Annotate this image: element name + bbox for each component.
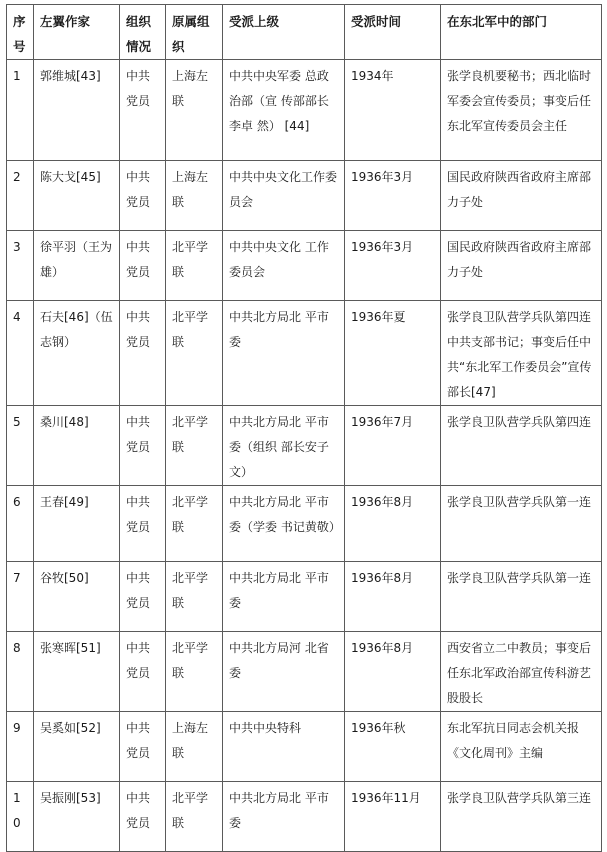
cell-origin: 北平学联 (166, 406, 223, 486)
cell-writer: 石夫[46]（伍志钢） (34, 301, 120, 406)
cell-department: 张学良卫队营学兵队第一连 (441, 486, 602, 562)
cell-department: 国民政府陕西省政府主席部力子处 (441, 161, 602, 231)
cell-org-status: 中共党员 (120, 406, 166, 486)
cell-index: 1 (7, 60, 34, 161)
header-superior: 受派上级 (223, 5, 345, 60)
cell-time: 1936年8月 (345, 562, 441, 632)
cell-time: 1936年7月 (345, 406, 441, 486)
cell-writer: 桑川[48] (34, 406, 120, 486)
cell-superior: 中共北方局北 平市委 (223, 301, 345, 406)
cell-index: 10 (7, 782, 34, 852)
table-row (7, 406, 602, 486)
table-row (7, 161, 602, 231)
cell-time: 1936年夏 (345, 301, 441, 406)
table-row (7, 782, 602, 852)
table-row (7, 486, 602, 562)
cell-origin: 上海左联 (166, 60, 223, 161)
cell-writer: 徐平羽（王为雄） (34, 231, 120, 301)
cell-superior: 中共中央特科 (223, 712, 345, 782)
cell-department: 张学良机要秘书；西北临时军委会宣传委员；事变后任东北军宣传委员会主任 (441, 60, 602, 161)
cell-department: 西安省立二中教员；事变后任东北军政治部宣传科游艺股股长 (441, 632, 602, 712)
cell-time: 1936年8月 (345, 632, 441, 712)
header-writer: 左翼作家 (34, 5, 120, 60)
cell-department: 张学良卫队营学兵队第四连中共支部书记；事变后任中共“东北军工作委员会”宣传部长[47] (441, 301, 602, 406)
cell-department: 国民政府陕西省政府主席部力子处 (441, 231, 602, 301)
header-department: 在东北军中的部门 (441, 5, 602, 60)
header-index: 序号 (7, 5, 34, 60)
cell-origin: 北平学联 (166, 632, 223, 712)
cell-writer: 吴奚如[52] (34, 712, 120, 782)
header-org-status: 组织情况 (120, 5, 166, 60)
cell-superior: 中共北方局北 平市委 (223, 562, 345, 632)
table-row (7, 712, 602, 782)
cell-writer: 陈大戈[45] (34, 161, 120, 231)
cell-time: 1936年11月 (345, 782, 441, 852)
writers-table (6, 4, 602, 852)
cell-origin: 北平学联 (166, 486, 223, 562)
cell-department: 张学良卫队营学兵队第四连 (441, 406, 602, 486)
header-origin: 原属组织 (166, 5, 223, 60)
cell-index: 3 (7, 231, 34, 301)
table-row (7, 231, 602, 301)
cell-time: 1936年秋 (345, 712, 441, 782)
cell-index: 5 (7, 406, 34, 486)
cell-org-status: 中共党员 (120, 231, 166, 301)
header-row (7, 5, 602, 60)
cell-time: 1936年3月 (345, 161, 441, 231)
cell-time: 1936年8月 (345, 486, 441, 562)
cell-index: 9 (7, 712, 34, 782)
cell-department: 张学良卫队营学兵队第三连 (441, 782, 602, 852)
cell-superior: 中共中央文化 工作委员会 (223, 231, 345, 301)
cell-origin: 上海左联 (166, 161, 223, 231)
cell-superior: 中共北方局河 北省委 (223, 632, 345, 712)
cell-org-status: 中共党员 (120, 301, 166, 406)
cell-org-status: 中共党员 (120, 782, 166, 852)
cell-org-status: 中共党员 (120, 712, 166, 782)
cell-superior: 中共北方局北 平市委（组织 部长安子文） (223, 406, 345, 486)
cell-writer: 郭维城[43] (34, 60, 120, 161)
table-row (7, 632, 602, 712)
cell-index: 7 (7, 562, 34, 632)
cell-origin: 北平学联 (166, 562, 223, 632)
cell-time: 1934年 (345, 60, 441, 161)
cell-writer: 谷牧[50] (34, 562, 120, 632)
cell-org-status: 中共党员 (120, 161, 166, 231)
cell-org-status: 中共党员 (120, 60, 166, 161)
cell-writer: 张寒晖[51] (34, 632, 120, 712)
table-row (7, 60, 602, 161)
cell-superior: 中共中央军委 总政治部（宣 传部部长李卓 然） [44] (223, 60, 345, 161)
cell-writer: 吴振刚[53] (34, 782, 120, 852)
cell-writer: 王春[49] (34, 486, 120, 562)
cell-org-status: 中共党员 (120, 632, 166, 712)
cell-index: 4 (7, 301, 34, 406)
cell-origin: 北平学联 (166, 782, 223, 852)
cell-org-status: 中共党员 (120, 486, 166, 562)
cell-org-status: 中共党员 (120, 562, 166, 632)
table-row (7, 562, 602, 632)
cell-superior: 中共中央文化工作委员会 (223, 161, 345, 231)
table-header (7, 5, 602, 60)
cell-index: 2 (7, 161, 34, 231)
cell-index: 6 (7, 486, 34, 562)
cell-index: 8 (7, 632, 34, 712)
table-row (7, 301, 602, 406)
cell-department: 东北军抗日同志会机关报《文化周刊》主编 (441, 712, 602, 782)
cell-department: 张学良卫队营学兵队第一连 (441, 562, 602, 632)
cell-origin: 上海左联 (166, 712, 223, 782)
cell-superior: 中共北方局北 平市委 (223, 782, 345, 852)
header-time: 受派时间 (345, 5, 441, 60)
cell-superior: 中共北方局北 平市委（学委 书记黄敬） (223, 486, 345, 562)
cell-origin: 北平学联 (166, 301, 223, 406)
cell-origin: 北平学联 (166, 231, 223, 301)
cell-time: 1936年3月 (345, 231, 441, 301)
